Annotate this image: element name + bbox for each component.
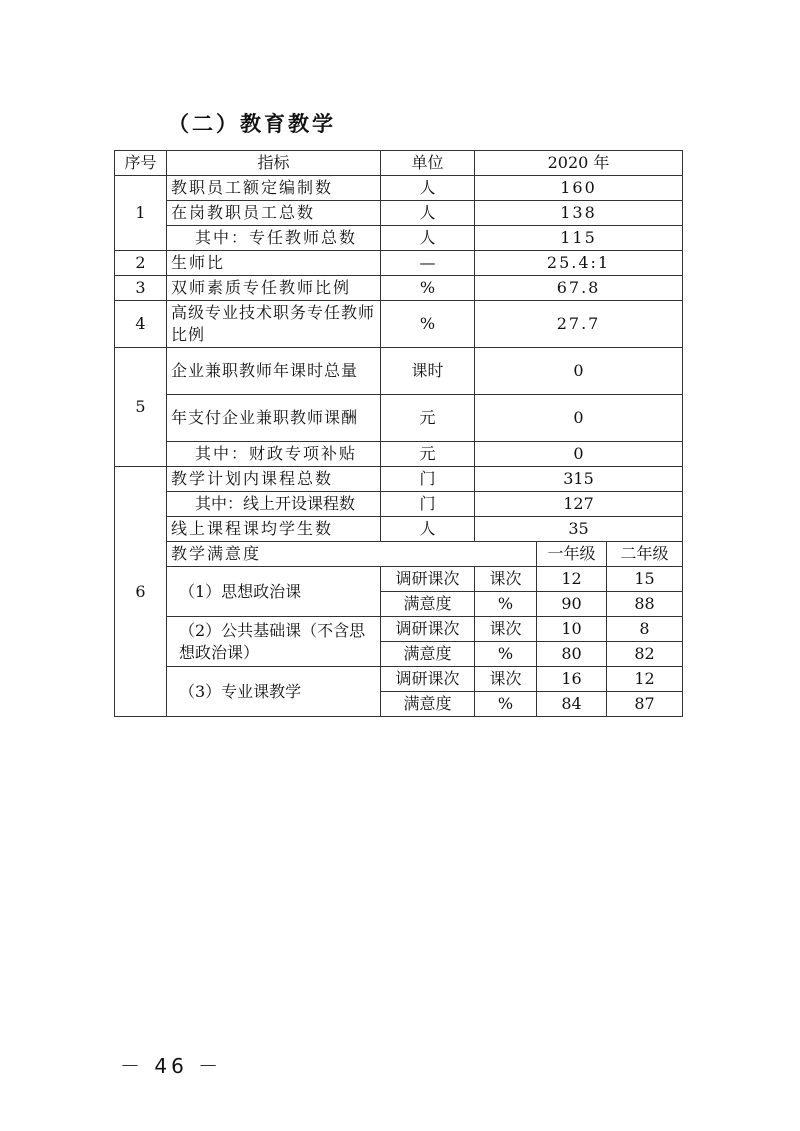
metric-cell: 满意度 — [381, 592, 475, 617]
grade1-value: 12 — [537, 567, 607, 592]
value-cell: 127 — [475, 492, 683, 517]
table-row — [115, 348, 683, 395]
indicator-cell: 其中：专任教师总数 — [167, 226, 381, 251]
value-cell: 67.8 — [475, 276, 683, 301]
metric-cell: 满意度 — [381, 692, 475, 717]
seq-cell: 6 — [115, 467, 167, 717]
unit-cell: 课时 — [381, 348, 475, 395]
grade1-value: 90 — [537, 592, 607, 617]
grade1-header: 一年级 — [537, 542, 607, 567]
course-group-name: （1）思想政治课 — [167, 567, 381, 617]
table-row — [115, 176, 683, 201]
seq-cell: 3 — [115, 276, 167, 301]
indicator-cell: 双师素质专任教师比例 — [167, 276, 381, 301]
indicator-cell: 在岗教职员工总数 — [167, 201, 381, 226]
indicator-cell: 年支付企业兼职教师课酬 — [167, 395, 381, 442]
unit-cell: 元 — [381, 395, 475, 442]
table-row — [115, 517, 683, 542]
metric-cell: 调研课次 — [381, 667, 475, 692]
seq-cell: 5 — [115, 348, 167, 467]
grade2-value: 8 — [607, 617, 683, 642]
unit-cell: 门 — [381, 467, 475, 492]
indicator-cell: 其中：财政专项补贴 — [167, 442, 381, 467]
value-cell: 160 — [475, 176, 683, 201]
header-indicator: 指标 — [167, 151, 381, 176]
seq-cell: 4 — [115, 301, 167, 348]
value-cell: 0 — [475, 395, 683, 442]
indicator-cell: 线上课程课均学生数 — [167, 517, 381, 542]
value-cell: 35 — [475, 517, 683, 542]
table-row — [115, 567, 683, 592]
grade2-header: 二年级 — [607, 542, 683, 567]
table-row — [115, 467, 683, 492]
grade2-value: 88 — [607, 592, 683, 617]
table-header-row — [115, 151, 683, 176]
table-row — [115, 226, 683, 251]
table-row — [115, 492, 683, 517]
satisfaction-label: 教学满意度 — [167, 542, 537, 567]
unit-cell: — — [381, 251, 475, 276]
header-unit: 单位 — [381, 151, 475, 176]
unit-cell: % — [475, 692, 537, 717]
metric-cell: 满意度 — [381, 642, 475, 667]
table-row — [115, 201, 683, 226]
table-row — [115, 251, 683, 276]
value-cell: 0 — [475, 442, 683, 467]
page-number: － 46 － — [120, 1054, 223, 1078]
header-year: 2020 年 — [475, 151, 683, 176]
indicator-cell: 企业兼职教师年课时总量 — [167, 348, 381, 395]
indicator-cell: 其中：线上开设课程数 — [167, 492, 381, 517]
table-row — [115, 276, 683, 301]
grade2-value: 12 — [607, 667, 683, 692]
value-cell: 0 — [475, 348, 683, 395]
grade2-value: 87 — [607, 692, 683, 717]
value-cell: 138 — [475, 201, 683, 226]
unit-cell: 人 — [381, 226, 475, 251]
unit-cell: % — [475, 642, 537, 667]
value-cell: 115 — [475, 226, 683, 251]
table-row — [115, 442, 683, 467]
value-cell: 27.7 — [475, 301, 683, 348]
education-teaching-table — [114, 150, 683, 717]
metric-cell: 调研课次 — [381, 567, 475, 592]
value-cell: 25.4:1 — [475, 251, 683, 276]
unit-cell: 门 — [381, 492, 475, 517]
course-group-name: （3）专业课教学 — [167, 667, 381, 717]
unit-cell: 人 — [381, 201, 475, 226]
metric-cell: 调研课次 — [381, 617, 475, 642]
grade1-value: 84 — [537, 692, 607, 717]
unit-cell: 课次 — [475, 617, 537, 642]
course-group-name: （2）公共基础课（不含思想政治课） — [167, 617, 381, 667]
indicator-cell: 教职员工额定编制数 — [167, 176, 381, 201]
satisfaction-header-row — [115, 542, 683, 567]
grade2-value: 15 — [607, 567, 683, 592]
header-seq: 序号 — [115, 151, 167, 176]
indicator-cell: 高级专业技术职务专任教师比例 — [167, 301, 381, 348]
indicator-cell: 生师比 — [167, 251, 381, 276]
unit-cell: % — [381, 301, 475, 348]
grade2-value: 82 — [607, 642, 683, 667]
seq-cell: 1 — [115, 176, 167, 251]
unit-cell: 课次 — [475, 567, 537, 592]
unit-cell: 课次 — [475, 667, 537, 692]
unit-cell: 元 — [381, 442, 475, 467]
indicator-cell: 教学计划内课程总数 — [167, 467, 381, 492]
grade1-value: 10 — [537, 617, 607, 642]
table-row — [115, 617, 683, 642]
unit-cell: 人 — [381, 176, 475, 201]
table-row — [115, 395, 683, 442]
unit-cell: % — [381, 276, 475, 301]
seq-cell: 2 — [115, 251, 167, 276]
grade1-value: 80 — [537, 642, 607, 667]
value-cell: 315 — [475, 467, 683, 492]
table-row — [115, 301, 683, 348]
unit-cell: % — [475, 592, 537, 617]
grade1-value: 16 — [537, 667, 607, 692]
table-row — [115, 667, 683, 692]
unit-cell: 人 — [381, 517, 475, 542]
section-title: （二）教育教学 — [168, 111, 336, 136]
